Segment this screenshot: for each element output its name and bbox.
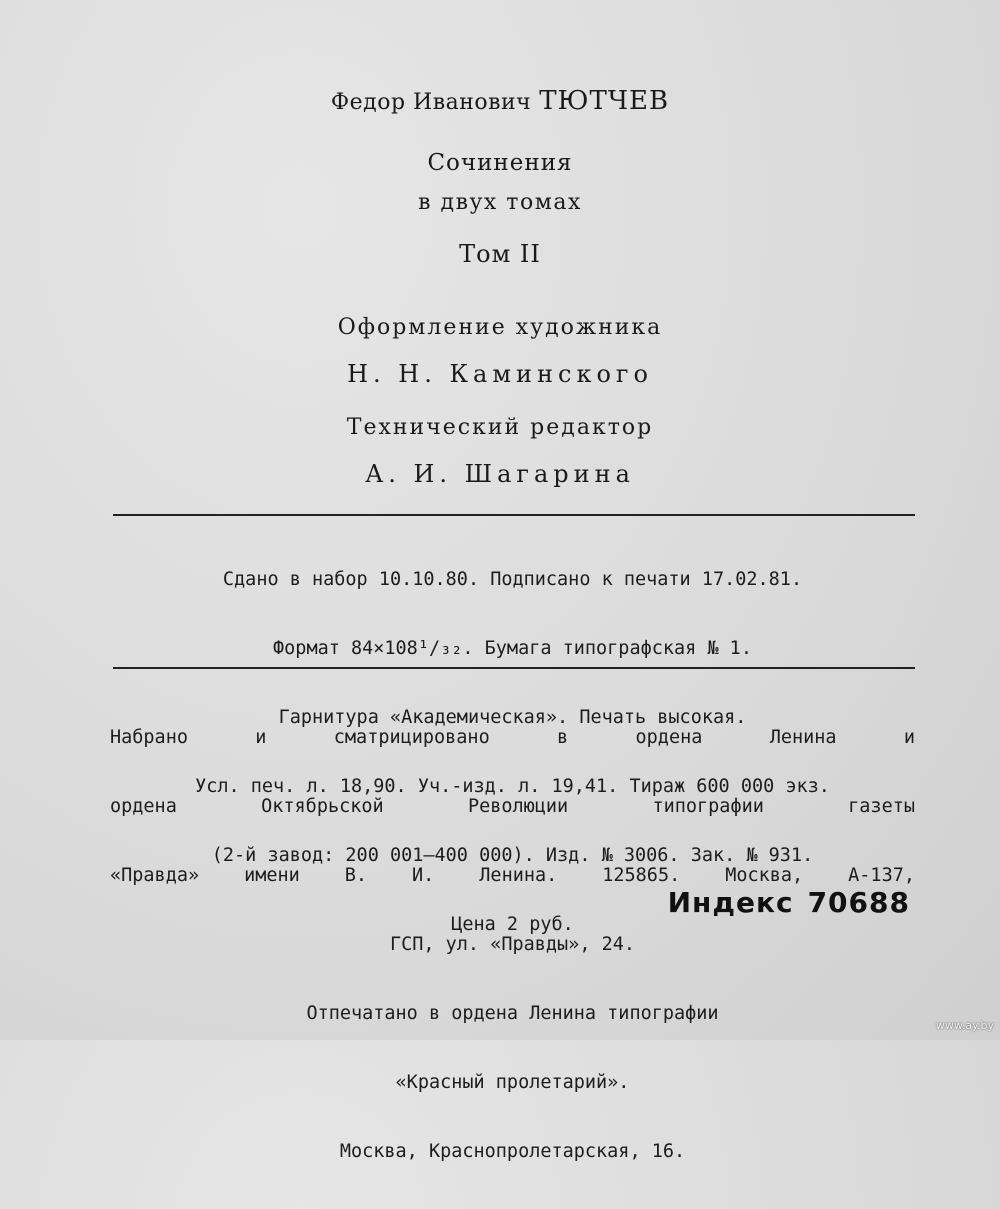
imprint-line: Цена 2 руб. [451,914,574,935]
volumes-count: в двух томах [418,190,582,215]
divider-rule [113,514,915,516]
imprint-block-printer [110,680,915,1209]
imprint-line: Отпечатано в ордена Ленина типографии [306,1003,719,1024]
imprint-line: «Правда» имени В. И. Ленина. 125865. Москва, А-137, [110,865,915,886]
imprint-line: Сдано в набор 10.10.80. Подписано к печати 17.02.81. [222,569,803,590]
author-surname: ТЮТЧЕВ [539,86,670,116]
volume-number: Том II [459,240,541,268]
author-name [0,86,1000,116]
imprint-line: Усл. печ. л. 18,90. Уч.-изд. л. 19,41. Тираж 600 000 экз. [195,776,830,797]
catalog-index [668,886,910,919]
imprint-line: (2-й завод: 200 001—400 000). Изд. № 3006. Зак. № 931. [211,845,814,866]
design-credit-label: Оформление художника [337,315,663,340]
imprint-line: Гарнитура «Академическая». Печать высокая. [278,707,747,728]
artist-name: Н. Н. Каминского [347,360,653,388]
divider-rule [113,667,915,669]
tech-editor-name: А. И. Шагарина [365,460,635,488]
works-title: Сочинения [427,150,573,176]
imprint-line: ГСП, ул. «Правды», 24. [389,934,636,955]
imprint-line: ордена Октябрьской Революции типографии газеты [110,796,915,817]
imprint-line: «Красный пролетарий». [395,1072,630,1093]
imprint-line: Набрано и сматрицировано в ордена Ленина и [110,727,915,748]
index-number: 70688 [807,886,910,919]
tech-editor-label: Технический редактор [346,415,654,440]
index-label: Индекс [667,886,794,919]
author-first-names: Федор Иванович [330,90,532,115]
site-watermark: www.ay.by [935,1019,994,1032]
imprint-line: Москва, Краснопролетарская, 16. [339,1141,686,1162]
imprint-line: Формат 84×108¹/₃₂. Бумага типографская № 1. [273,638,752,659]
